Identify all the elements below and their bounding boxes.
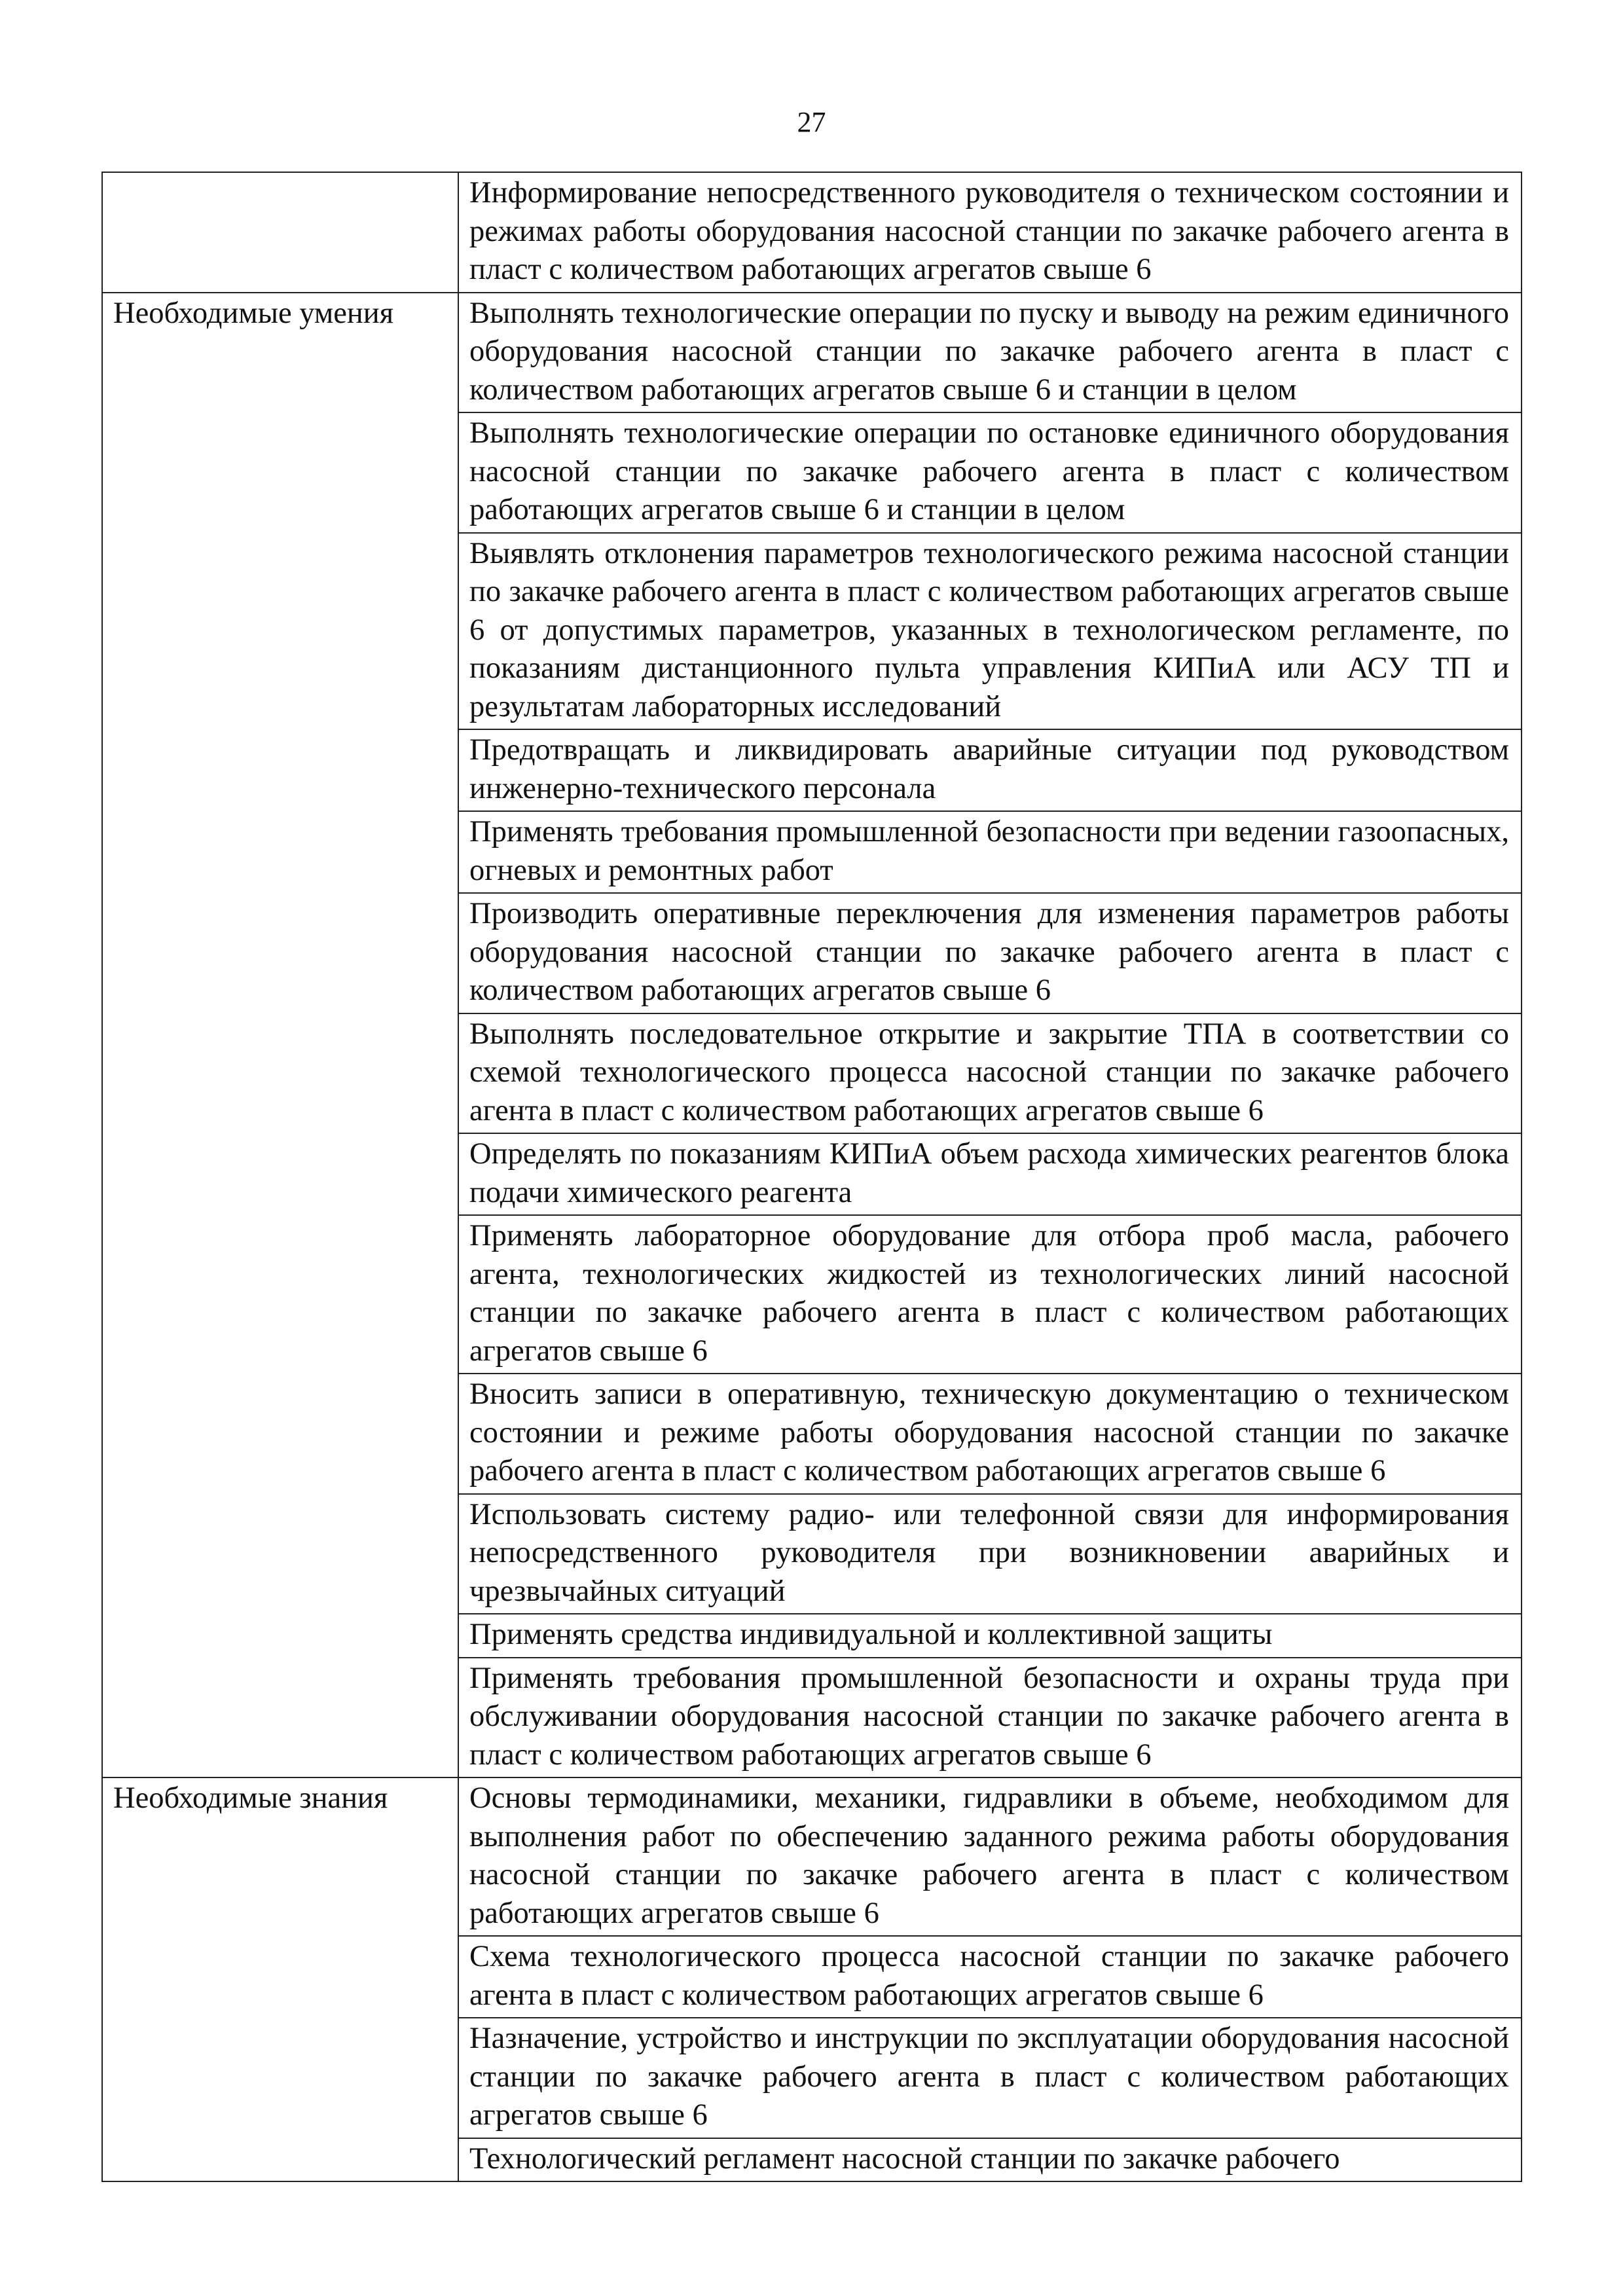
section-label-continuation xyxy=(102,172,458,293)
table-cell-text: Основы термодинамики, механики, гидравлики в объеме, необходимом для выполнения работ по обеспечению заданного режима работы оборудования насосной станции по закачке рабочего агента в пласт с количеством работающих агрегатов свыше 6 xyxy=(458,1777,1522,1936)
table-cell-text: Применять лабораторное оборудование для отбора проб масла, рабочего агента, технологических жидкостей из технологических линий насосной станции по закачке рабочего агента в пласт с количеством работающих агрегатов свыше 6 xyxy=(458,1215,1522,1374)
table-row xyxy=(102,1777,1522,1936)
table-cell-text: Применять средства индивидуальной и коллективной защиты xyxy=(458,1614,1522,1658)
table-cell-text: Предотвращать и ликвидировать аварийные ситуации под руководством инженерно-технического персонала xyxy=(458,729,1522,811)
table-cell-text: Применять требования промышленной безопасности и охраны труда при обслуживании оборудования насосной станции по закачке рабочего агента в пласт с количеством работающих агрегатов свыше 6 xyxy=(458,1658,1522,1778)
table-row xyxy=(102,293,1522,413)
table-cell-text: Использовать систему радио- или телефонной связи для информирования непосредственного руководителя при возникновении аварийных и чрезвычайных ситуаций xyxy=(458,1494,1522,1614)
table-cell-text: Выполнять технологические операции по пуску и выводу на режим единичного оборудования насосной станции по закачке рабочего агента в пласт с количеством работающих агрегатов свыше 6 и станции в целом xyxy=(458,293,1522,413)
section-label-knowledge: Необходимые знания xyxy=(102,1777,458,2181)
table-row xyxy=(102,172,1522,293)
requirements-table xyxy=(101,172,1522,2182)
section-label-skills: Необходимые умения xyxy=(102,293,458,1778)
table-cell-text: Определять по показаниям КИПиА объем расхода химических реагентов блока подачи химического реагента xyxy=(458,1133,1522,1215)
table-cell-text: Схема технологического процесса насосной станции по закачке рабочего агента в пласт с количеством работающих агрегатов свыше 6 xyxy=(458,1936,1522,2018)
table-cell-text: Выявлять отклонения параметров технологического режима насосной станции по закачке рабочего агента в пласт с количеством работающих агрегатов свыше 6 от допустимых параметров, указанных в технологическом регламенте, по показаниям дистанционного пульта управления КИПиА или АСУ ТП и результатам лабораторных исследований xyxy=(458,533,1522,730)
table-cell-text: Назначение, устройство и инструкции по эксплуатации оборудования насосной станции по закачке рабочего агента в пласт с количеством работающих агрегатов свыше 6 xyxy=(458,2018,1522,2138)
table-cell-text: Выполнять технологические операции по остановке единичного оборудования насосной станции по закачке рабочего агента в пласт с количеством работающих агрегатов свыше 6 и станции в целом xyxy=(458,412,1522,533)
table-cell-text: Информирование непосредственного руководителя о техническом состоянии и режимах работы оборудования насосной станции по закачке рабочего агента в пласт с количеством работающих агрегатов свыше 6 xyxy=(458,172,1522,293)
table-cell-text: Производить оперативные переключения для изменения параметров работы оборудования насосной станции по закачке рабочего агента в пласт с количеством работающих агрегатов свыше 6 xyxy=(458,893,1522,1013)
table-cell-text: Технологический регламент насосной станции по закачке рабочего xyxy=(458,2138,1522,2182)
table-cell-text: Применять требования промышленной безопасности при ведении газоопасных, огневых и ремонтных работ xyxy=(458,811,1522,893)
page-number: 27 xyxy=(797,106,826,138)
table-cell-text: Выполнять последовательное открытие и закрытие ТПА в соответствии со схемой технологического процесса насосной станции по закачке рабочего агента в пласт с количеством работающих агрегатов свыше 6 xyxy=(458,1013,1522,1134)
table-cell-text: Вносить записи в оперативную, техническую документацию о техническом состоянии и режиме работы оборудования насосной станции по закачке рабочего агента в пласт с количеством работающих агрегатов свыше 6 xyxy=(458,1374,1522,1494)
